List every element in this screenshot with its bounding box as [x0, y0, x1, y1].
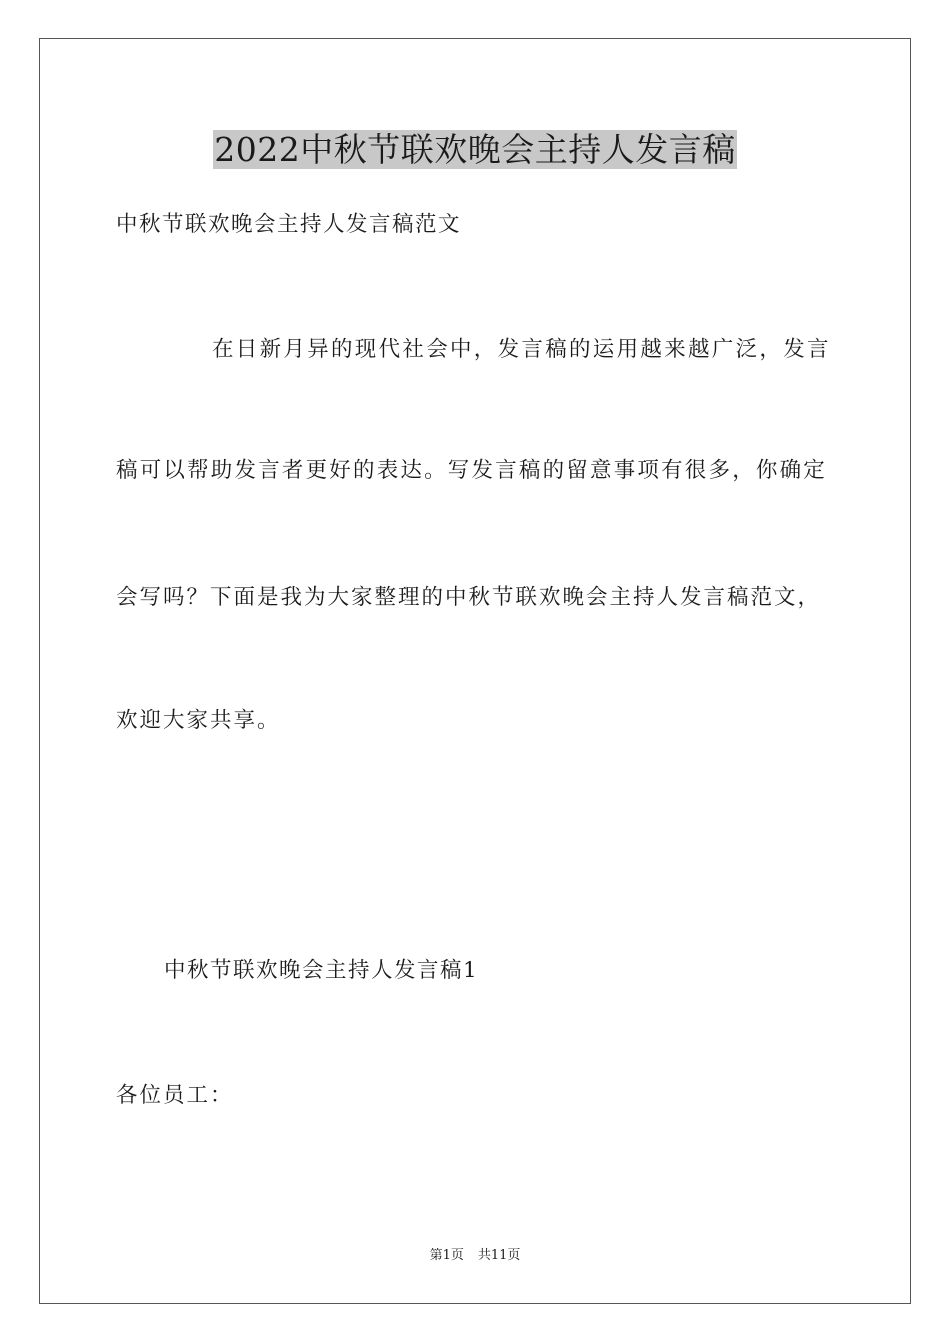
page-footer — [0, 1247, 950, 1265]
page-number: 第1页 — [429, 1248, 464, 1263]
document-subtitle: 中秋节联欢晚会主持人发言稿范文 — [116, 212, 462, 237]
greeting-line: 各位员工： — [116, 1083, 234, 1108]
document-title — [0, 128, 950, 172]
paragraph-line: 在日新月异的现代社会中，发言稿的运用越来越广泛，发言 — [212, 337, 831, 362]
paragraph-line: 稿可以帮助发言者更好的表达。写发言稿的留意事项有很多，你确定 — [116, 458, 828, 483]
paragraph-line: 欢迎大家共享。 — [116, 708, 281, 733]
document-title-text: 2022中秋节联欢晚会主持人发言稿 — [214, 130, 736, 169]
page-total: 共11页 — [477, 1248, 521, 1263]
paragraph-line: 会写吗？下面是我为大家整理的中秋节联欢晚会主持人发言稿范文， — [116, 585, 822, 610]
section-heading: 中秋节联欢晚会主持人发言稿1 — [164, 958, 479, 983]
